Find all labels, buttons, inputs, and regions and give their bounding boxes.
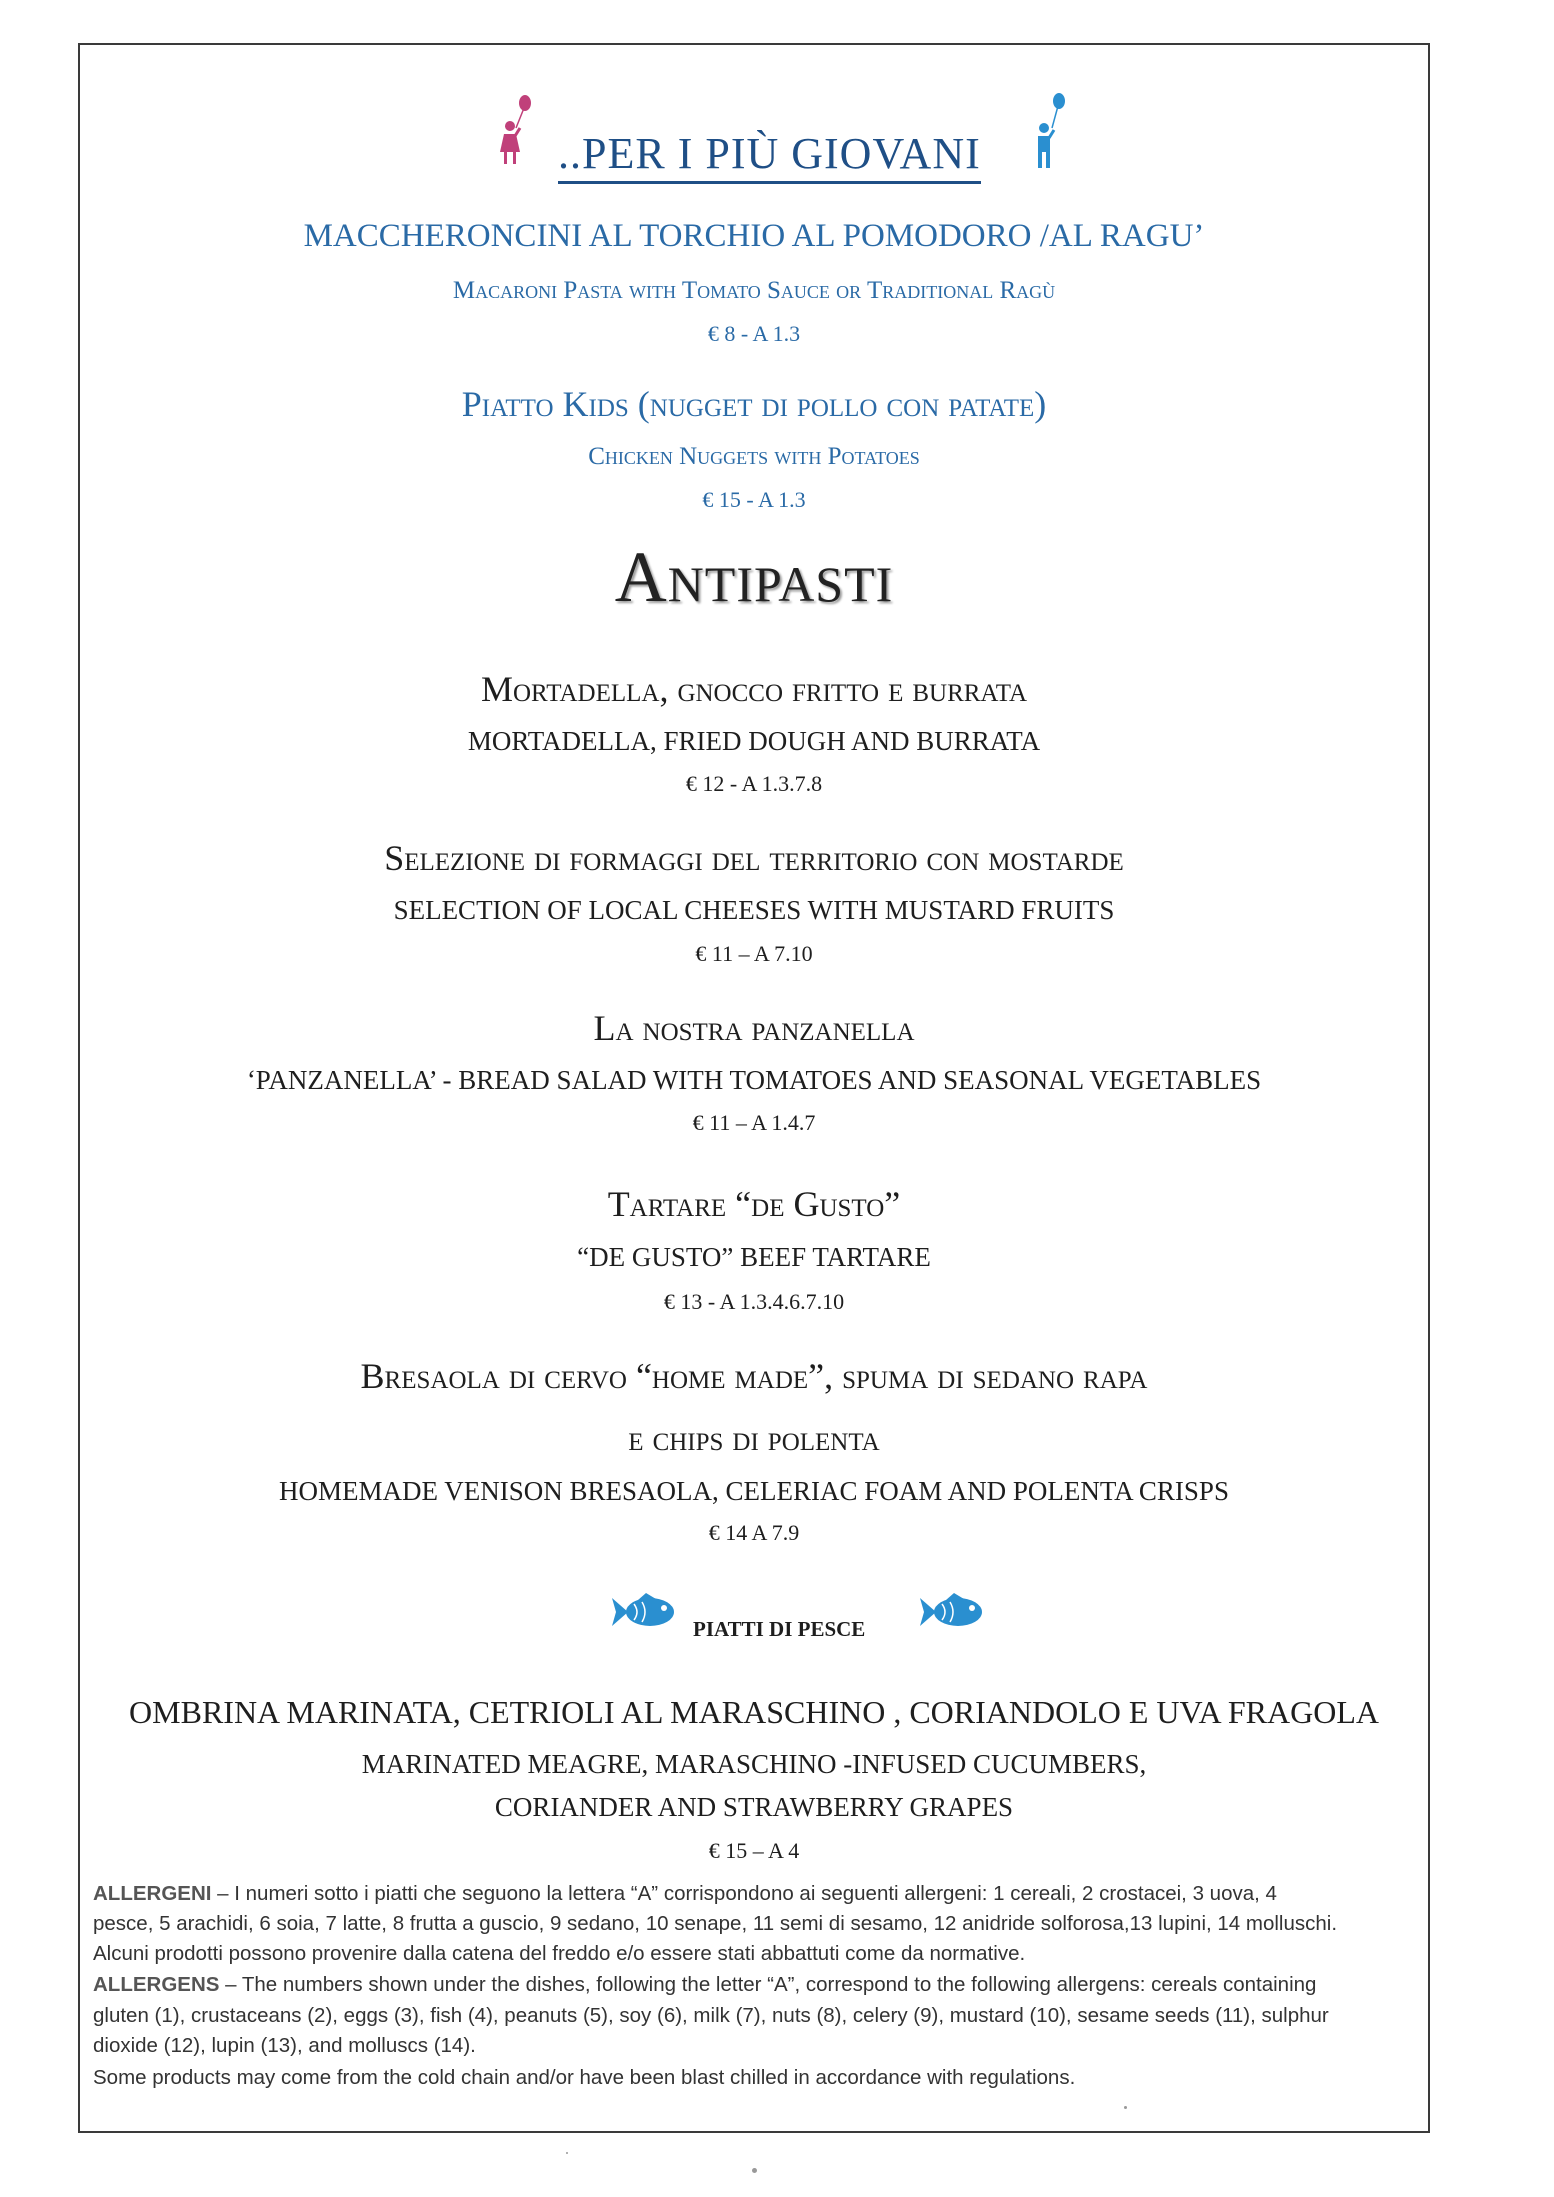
fish-dish-1-translation-line2: CORIANDER AND STRAWBERRY GRAPES <box>494 1792 1014 1822</box>
allergen-en-line3: dioxide (12), lupin (13), and molluscs (14). <box>93 2034 476 2057</box>
antipasto-5-translation: HOMEMADE VENISON BRESAOLA, CELERIAC FOAM AND POLENTA CRISPS <box>279 1476 1229 1506</box>
antipasto-5-name-line2: e chips di polenta <box>628 1418 880 1458</box>
antipasti-title: Antipasti <box>614 537 894 617</box>
kids-dish-2-translation: Chicken Nuggets with Potatoes <box>588 443 920 470</box>
antipasto-2-name: Selezione di formaggi del territorio con mostarde <box>384 838 1124 878</box>
antipasto-5-name-line1: Bresaola di cervo “home made”, spuma di sedano rapa <box>360 1356 1148 1396</box>
kids-dish-1-name: MACCHERONCINI AL TORCHIO AL POMODORO /AL RAGU’ <box>303 218 1205 254</box>
allergen-it-line1 <box>93 1882 1277 1906</box>
allergen-it-text1: – I numeri sotto i piatti che seguono la lettera “A” corrispondono ai seguenti allergeni: 1 cereali, 2 crostacei, 3 uova, 4 <box>211 1882 1277 1905</box>
antipasto-3-name: La nostra panzanella <box>593 1008 915 1048</box>
kids-dish-1-translation: Macaroni Pasta with Tomato Sauce or Traditional Ragù <box>452 277 1056 304</box>
boy-balloon-icon <box>1028 92 1068 170</box>
antipasto-1-price: € 12 - A 1.3.7.8 <box>685 771 823 796</box>
allergen-en-text1: – The numbers shown under the dishes, following the letter “A”, correspond to the following allergens: cereals containing <box>219 1973 1317 1996</box>
scan-speck <box>1124 2106 1127 2109</box>
antipasto-5-price: € 14 A 7.9 <box>708 1520 800 1545</box>
allergen-it-label: ALLERGENI <box>93 1882 212 1905</box>
antipasto-4-price: € 13 - A 1.3.4.6.7.10 <box>663 1289 845 1314</box>
allergen-en-line1 <box>93 1973 1316 1997</box>
antipasto-4-translation: “DE GUSTO” BEEF TARTARE <box>577 1242 931 1272</box>
kids-dish-1-price: € 8 - A 1.3 <box>707 321 801 346</box>
allergen-it-line3: Alcuni prodotti possono provenire dalla catena del freddo e/o essere stati abbattuti come da normative. <box>93 1942 1026 1965</box>
kids-dish-2-price: € 15 - A 1.3 <box>702 487 806 512</box>
kids-dish-2-name: Piatto Kids (nugget di pollo con patate) <box>461 384 1047 424</box>
antipasto-4-name: Tartare “de Gusto” <box>607 1184 901 1224</box>
scan-speck <box>752 2168 757 2173</box>
fish-dish-1-price: € 15 – A 4 <box>708 1838 800 1863</box>
allergen-en-line4: Some products may come from the cold chain and/or have been blast chilled in accordance with regulations. <box>93 2066 1076 2089</box>
antipasto-3-translation: ‘PANZANELLA’ - BREAD SALAD WITH TOMATOES AND SEASONAL VEGETABLES <box>246 1065 1262 1095</box>
antipasto-2-translation: SELECTION OF LOCAL CHEESES WITH MUSTARD FRUITS <box>393 895 1115 925</box>
antipasto-1-name: Mortadella, gnocco fritto e burrata <box>480 669 1028 709</box>
fish-icon-left <box>610 1592 680 1632</box>
fish-icon-right <box>918 1592 988 1632</box>
antipasto-3-price: € 11 – A 1.4.7 <box>692 1110 816 1135</box>
antipasto-2-price: € 11 – A 7.10 <box>695 941 813 966</box>
allergen-it-line2: pesce, 5 arachidi, 6 soia, 7 latte, 8 frutta a guscio, 9 sedano, 10 senape, 11 semi di sesamo, 12 anidride solforosa,13 lupini, 14 molluschi. <box>93 1912 1338 1935</box>
girl-balloon-icon <box>494 94 534 166</box>
scan-speck <box>566 2152 568 2154</box>
fish-dish-1-name: OMBRINA MARINATA, CETRIOLI AL MARASCHINO , CORIANDOLO E UVA FRAGOLA <box>129 1694 1379 1730</box>
allergen-en-label: ALLERGENS <box>93 1973 220 1996</box>
fish-section-label: PIATTI DI PESCE <box>693 1617 866 1641</box>
allergen-en-line2: gluten (1), crustaceans (2), eggs (3), fish (4), peanuts (5), soy (6), milk (7), nuts (8), celery (9), mustard (10), sesame seeds (11), sulphur <box>93 2004 1329 2027</box>
kids-section-title: ..PER I PIÙ GIOVANI <box>558 128 981 184</box>
fish-dish-1-translation-line1: MARINATED MEAGRE, MARASCHINO -INFUSED CUCUMBERS, <box>361 1749 1147 1779</box>
antipasto-1-translation: MORTADELLA, FRIED DOUGH AND BURRATA <box>467 726 1041 756</box>
